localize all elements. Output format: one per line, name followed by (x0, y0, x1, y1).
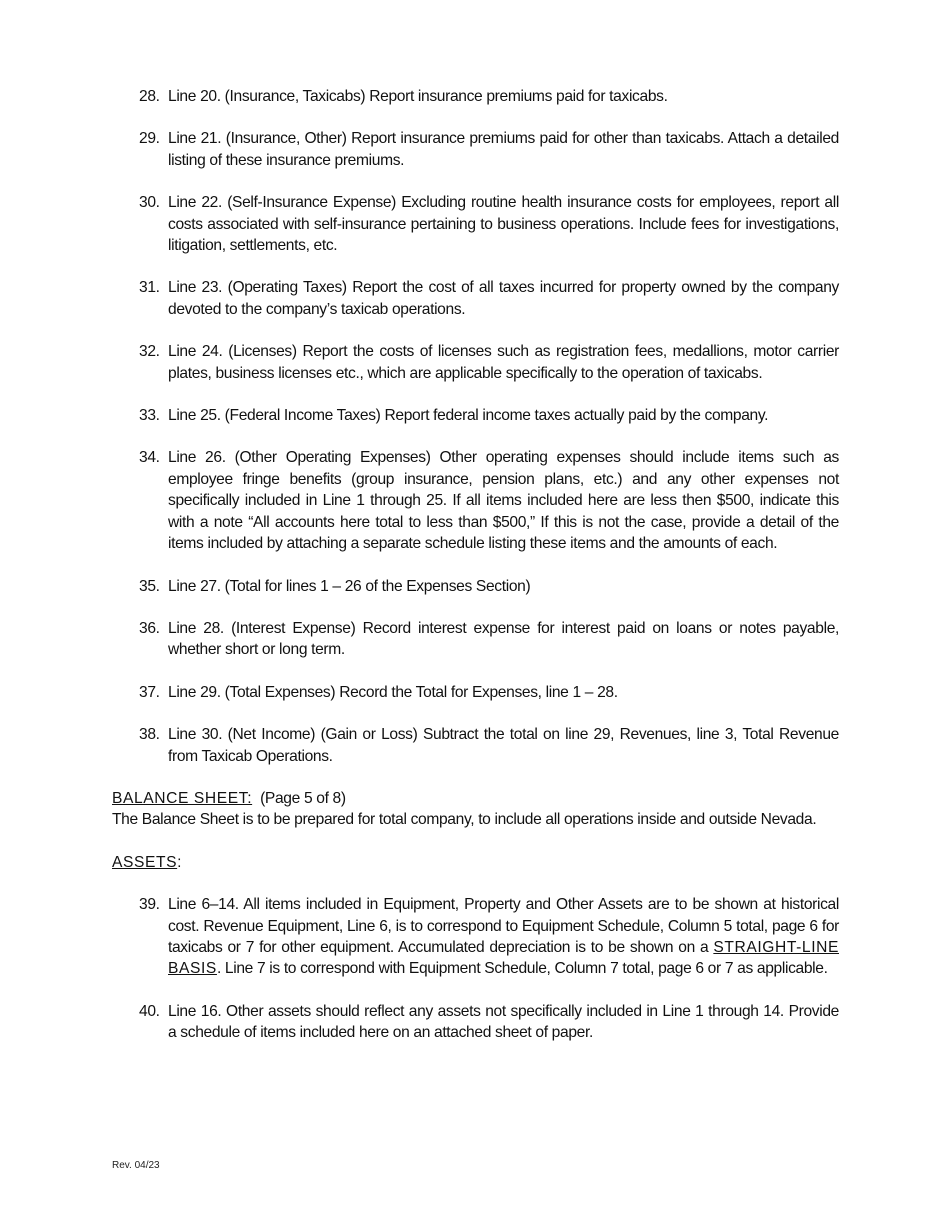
document-body (112, 86, 839, 1065)
item-text: Line 26. (Other Operating Expenses) Other operating expenses should include items such as employee fringe benefits (group insurance, pension plans, etc.) and any other expenses not specifically included in Line 1 through 25. If all items included here are less then $500, indicate this with a note “All accounts here total to less than $500,” If this is not the case, provide a detail of the items included by attaching a separate schedule listing these items and the amounts of each. (168, 449, 839, 553)
item-text: Line 21. (Insurance, Other) Report insurance premiums paid for other than taxicabs. Attach a detailed listing of these insurance premiums. (168, 130, 839, 169)
item-number: 32. (139, 343, 160, 361)
item-text: Line 20. (Insurance, Taxicabs) Report insurance premiums paid for taxicabs. (168, 88, 668, 105)
list-item (112, 405, 839, 426)
item-number: 38. (139, 726, 160, 744)
assets-heading-line (112, 852, 839, 873)
assets-heading: ASSETS (112, 853, 178, 871)
list-item (112, 682, 839, 703)
item-text: Line 27. (Total for lines 1 – 26 of the Expenses Section) (168, 577, 531, 595)
list-item (112, 724, 839, 767)
list-item (112, 128, 839, 171)
item-text: Line 29. (Total Expenses) Record the Total for Expenses, line 1 – 28. (168, 683, 618, 701)
asset-instructions-list (112, 894, 839, 1043)
revision-footer: Rev. 04/23 (112, 1160, 160, 1171)
item-text: Line 24. (Licenses) Report the costs of licenses such as registration fees, medallions, motor carrier plates, business licenses etc., which are applicable specifically to the operation of taxicabs. (168, 343, 839, 382)
item-number: 30. (139, 194, 160, 212)
balance-sheet-heading-line (112, 788, 839, 809)
item-number: 37. (139, 683, 160, 701)
list-item (112, 192, 839, 256)
item-number: 28. (139, 88, 160, 105)
item-number: 35. (139, 577, 160, 595)
item-text-after: . Line 7 is to correspond with Equipment Schedule, Column 7 total, page 6 or 7 as applicable. (216, 960, 828, 978)
item-number: 39. (139, 896, 160, 914)
list-item (112, 447, 839, 554)
assets-heading-colon: : (177, 853, 182, 871)
item-number: 33. (139, 407, 160, 425)
item-text: Line 28. (Interest Expense) Record interest expense for interest paid on loans or notes payable, whether short or long term. (168, 619, 839, 659)
item-number: 31. (139, 279, 160, 297)
item-number: 36. (139, 619, 160, 637)
item-number: 34. (139, 449, 160, 467)
straight-line-basis-emphasis: STRAIGHT-LINE BASIS (168, 938, 839, 978)
item-text: Line 16. Other assets should reflect any assets not specifically included in Line 1 through 14. Provide a schedule of items included here on an attached sheet of paper. (168, 1002, 839, 1042)
item-text: Line 22. (Self-Insurance Expense) Excluding routine health insurance costs for employees, report all costs associated with self-insurance pertaining to business operations. Include fees for investigations, litigation, settlements, etc. (168, 194, 839, 255)
item-text: Line 25. (Federal Income Taxes) Report federal income taxes actually paid by the company. (168, 407, 769, 425)
item-text-before: Line 6–14. All items included in Equipment, Property and Other Assets are to be shown at historical cost. Revenue Equipment, Line 6, is to correspond to Equipment Schedule, Column 5 total, page 6 for taxicabs or 7 for other equipment. Accumulated depreciation is to be shown on a (168, 896, 839, 956)
expense-instructions-list (112, 86, 839, 767)
item-text: Line 30. (Net Income) (Gain or Loss) Subtract the total on line 29, Revenues, line 3, Total Revenue from Taxicab Operations. (168, 726, 839, 765)
list-item (112, 894, 839, 980)
list-item (112, 1001, 839, 1044)
list-item (112, 341, 839, 384)
item-text: Line 23. (Operating Taxes) Report the cost of all taxes incurred for property owned by the company devoted to the company’s taxicab operations. (168, 279, 839, 318)
list-item (112, 86, 839, 107)
list-item (112, 277, 839, 320)
balance-sheet-description: The Balance Sheet is to be prepared for total company, to include all operations inside and outside Nevada. (112, 811, 817, 829)
list-item (112, 618, 839, 661)
balance-sheet-heading: BALANCE SHEET: (112, 789, 253, 807)
list-item (112, 576, 839, 597)
balance-sheet-page-ref: (Page 5 of 8) (260, 789, 346, 807)
item-number: 29. (139, 130, 160, 148)
item-number: 40. (139, 1002, 160, 1020)
